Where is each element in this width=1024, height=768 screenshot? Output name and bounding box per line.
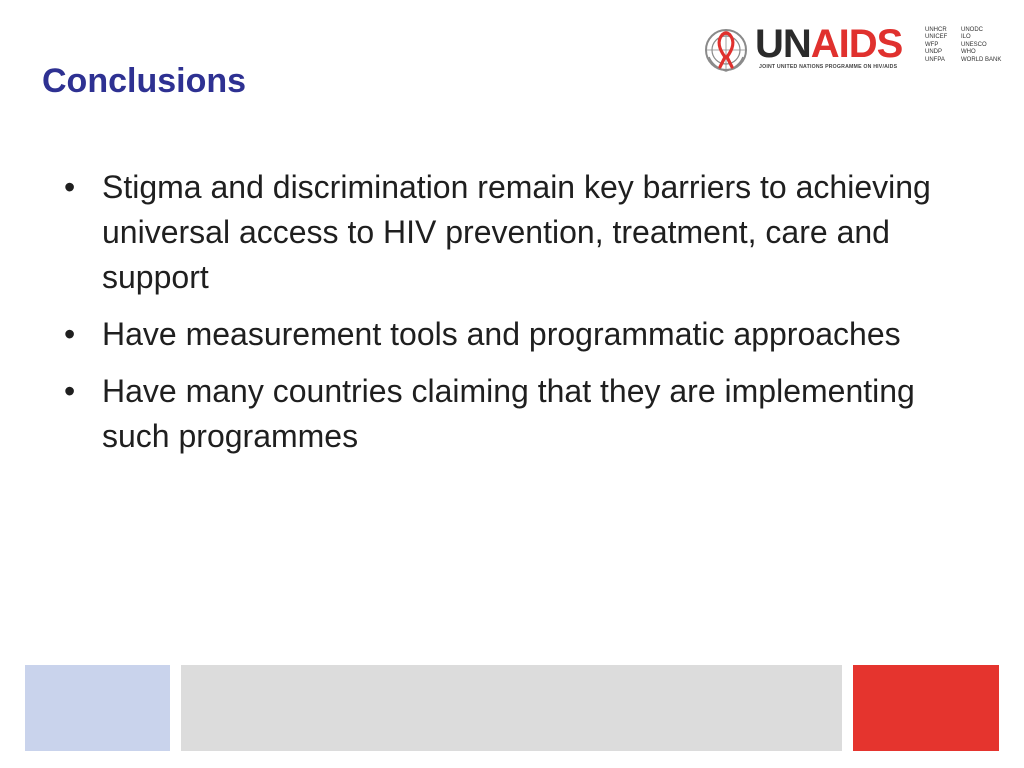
slide-title: Conclusions (42, 62, 247, 100)
cosponsor-name: UNFPA (925, 56, 945, 63)
cosponsor-name: UNESCO (961, 41, 987, 48)
bullet-item (62, 369, 982, 459)
cosponsor-name: WORLD BANK (961, 56, 1002, 63)
logo-un: UN (755, 22, 811, 66)
footer-bar-blue (25, 665, 170, 751)
cosponsor-name: UNODC (961, 27, 983, 33)
logo-wordmark (755, 22, 902, 66)
cosponsor-name: WHO (961, 49, 976, 56)
logo-aids: AIDS (810, 22, 903, 66)
bullet-item (62, 165, 982, 300)
bullet-list (62, 165, 982, 471)
footer-bar-gray (181, 665, 842, 751)
footer-bar-red (853, 665, 999, 751)
bullet-marker: • (64, 373, 76, 409)
bullet-text: Stigma and discrimination remain key barriers to achieving universal access to HIV prevention, treatment, care and support (102, 169, 931, 295)
bullet-text: Have many countries claiming that they are implementing such programmes (102, 373, 915, 454)
cosponsor-name: WFP (925, 41, 939, 48)
cosponsor-list-right (961, 27, 1001, 64)
cosponsor-name: UNHCR (925, 27, 947, 33)
cosponsor-name: UNICEF (925, 34, 948, 41)
cosponsor-name: ILO (961, 34, 971, 41)
bullet-marker: • (64, 169, 76, 205)
unaids-logo (703, 24, 1003, 74)
bullet-marker: • (64, 316, 76, 352)
un-emblem-icon (703, 27, 749, 73)
logo-tagline: JOINT UNITED NATIONS PROGRAMME ON HIV/AIDS (759, 64, 898, 70)
bullet-text: Have measurement tools and programmatic approaches (102, 316, 901, 352)
cosponsor-list-left (925, 27, 947, 64)
bullet-item (62, 312, 982, 357)
cosponsor-name: UNDP (925, 49, 943, 56)
